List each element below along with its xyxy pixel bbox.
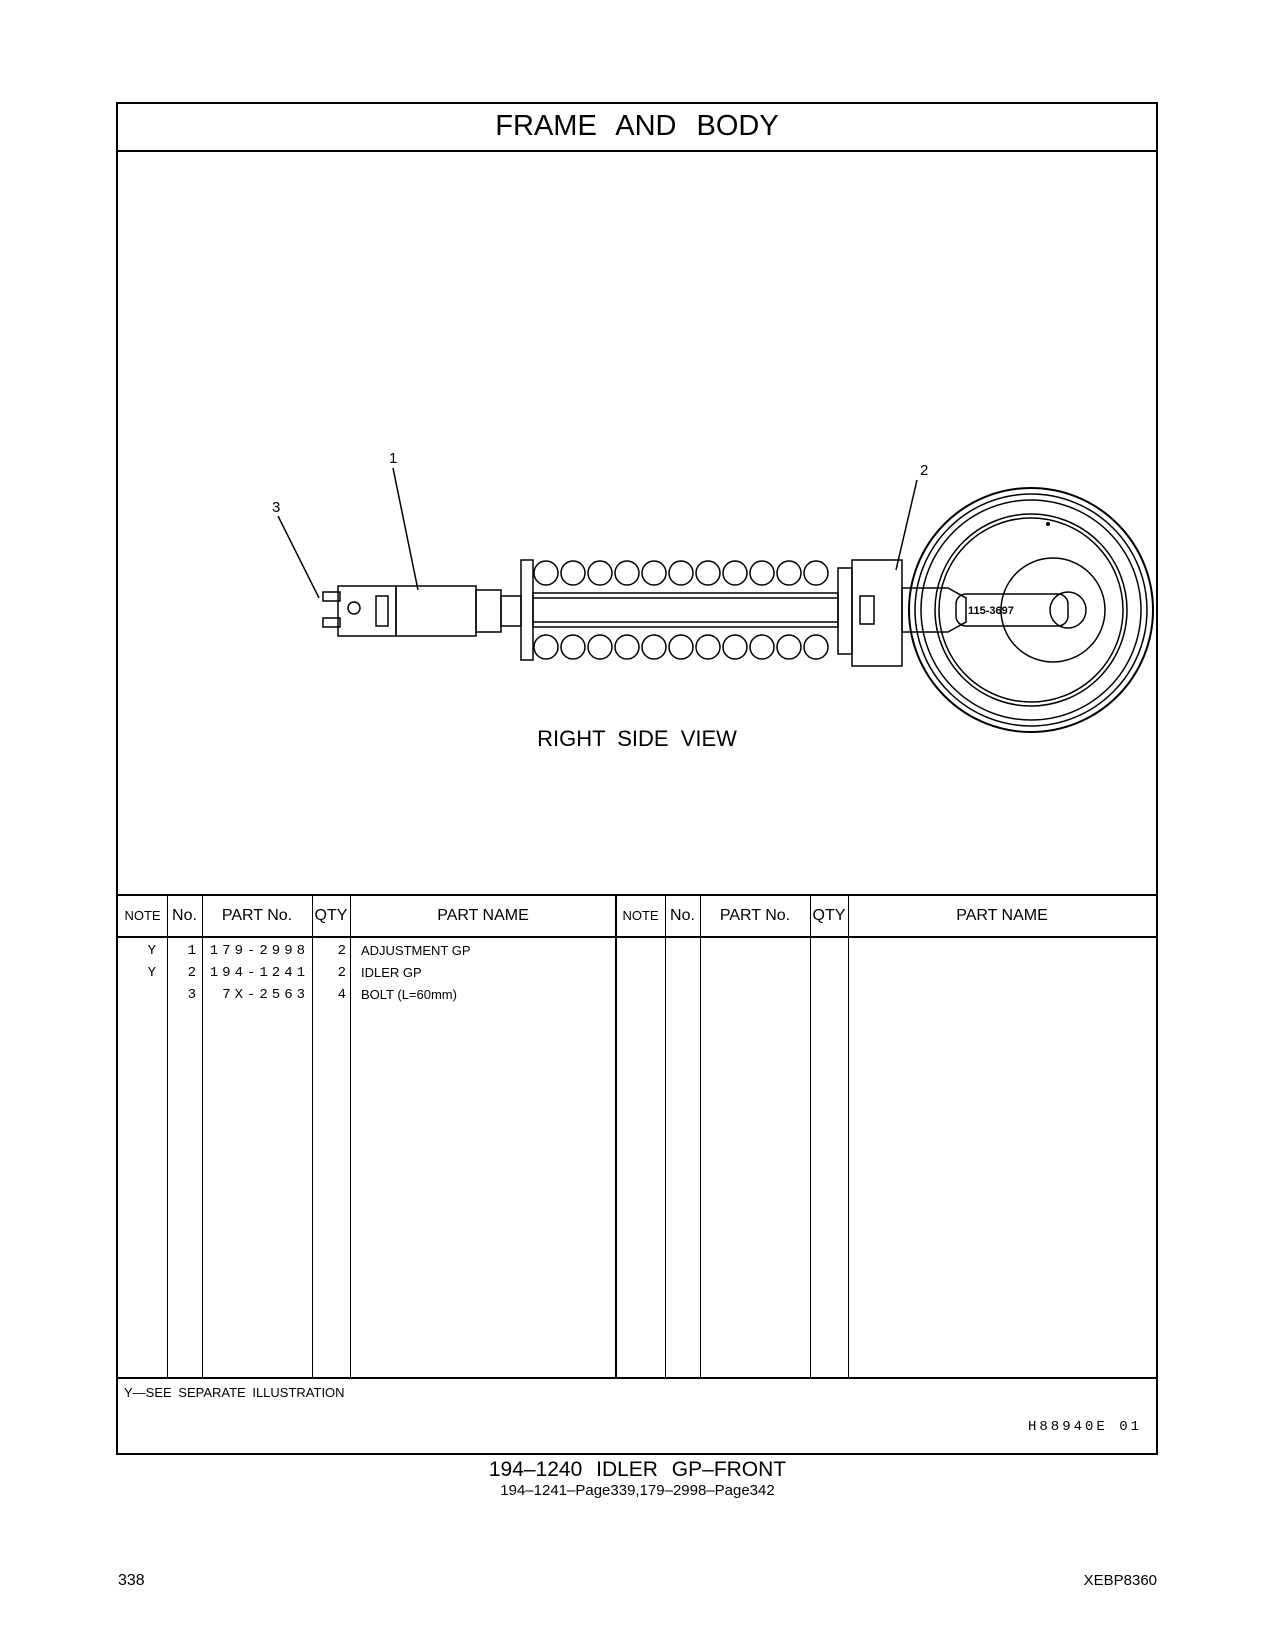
header-part-name: PART NAME xyxy=(437,907,529,924)
parts-illustration xyxy=(118,150,1156,894)
drawing-id: H88940E 01 xyxy=(1027,1419,1142,1435)
header-part-no-right: PART No. xyxy=(719,907,791,924)
header-no-right: No. xyxy=(670,907,695,924)
cell-part-name: BOLT (L=60mm) xyxy=(361,987,457,1002)
table-row xyxy=(118,984,1156,1006)
cell-part-name: ADJUSTMENT GP xyxy=(361,943,471,958)
cell-no: 3 xyxy=(187,987,196,1003)
table-row xyxy=(118,940,1156,962)
note-legend: Y—SEE SEPARATE ILLUSTRATION xyxy=(124,1385,345,1400)
header-part-no: PART No. xyxy=(221,907,293,924)
idler-assembly-drawing xyxy=(118,150,1156,894)
parts-page-frame xyxy=(116,102,1158,1455)
header-note: NOTE xyxy=(124,908,161,923)
leader-line-3 xyxy=(278,516,319,598)
group-caption: 194–1240 IDLER GP–FRONT xyxy=(488,1458,787,1481)
view-label: RIGHT SIDE VIEW xyxy=(537,726,737,751)
leader-line-1 xyxy=(393,468,418,590)
cell-part-no: 179-2998 xyxy=(209,943,309,959)
adjustment-cylinder xyxy=(323,586,521,636)
table-row xyxy=(118,962,1156,984)
cell-part-no: 7X-2563 xyxy=(222,987,309,1003)
idler-wheel xyxy=(909,488,1153,732)
cell-note xyxy=(118,984,156,1006)
table-footer xyxy=(118,1377,1156,1453)
cell-qty: 4 xyxy=(337,987,346,1003)
cell-note: Y xyxy=(147,943,156,959)
cell-qty: 2 xyxy=(337,965,346,981)
cell-qty: 2 xyxy=(337,943,346,959)
callout-2: 2 xyxy=(920,462,929,479)
callout-3: 3 xyxy=(272,499,281,516)
wheel-dot xyxy=(1046,522,1050,526)
cell-note: Y xyxy=(147,965,156,981)
page-title: FRAME AND BODY xyxy=(118,104,1156,152)
recoil-spring xyxy=(521,560,852,660)
header-qty: QTY xyxy=(314,907,348,924)
publication-code: XEBP8360 xyxy=(1083,1572,1157,1589)
spring-coils-bottom xyxy=(534,635,828,659)
group-subcaption: 194–1241–Page339,179–2998–Page342 xyxy=(500,1482,775,1499)
header-note-right: NOTE xyxy=(622,908,659,923)
header-qty-right: QTY xyxy=(812,907,846,924)
callout-1: 1 xyxy=(389,450,398,467)
spring-coils-top xyxy=(534,561,828,585)
cell-no: 2 xyxy=(187,965,196,981)
decal-text: 115-3697 xyxy=(968,605,1014,617)
leader-line-2 xyxy=(896,480,917,570)
header-no: No. xyxy=(172,907,197,924)
page-number: 338 xyxy=(118,1572,145,1589)
cell-no: 1 xyxy=(187,943,196,959)
header-part-name-right: PART NAME xyxy=(956,907,1048,924)
parts-table xyxy=(118,894,1156,1377)
cell-part-no: 194-1241 xyxy=(209,965,309,981)
cell-part-name: IDLER GP xyxy=(361,965,422,980)
table-header xyxy=(118,894,1156,938)
